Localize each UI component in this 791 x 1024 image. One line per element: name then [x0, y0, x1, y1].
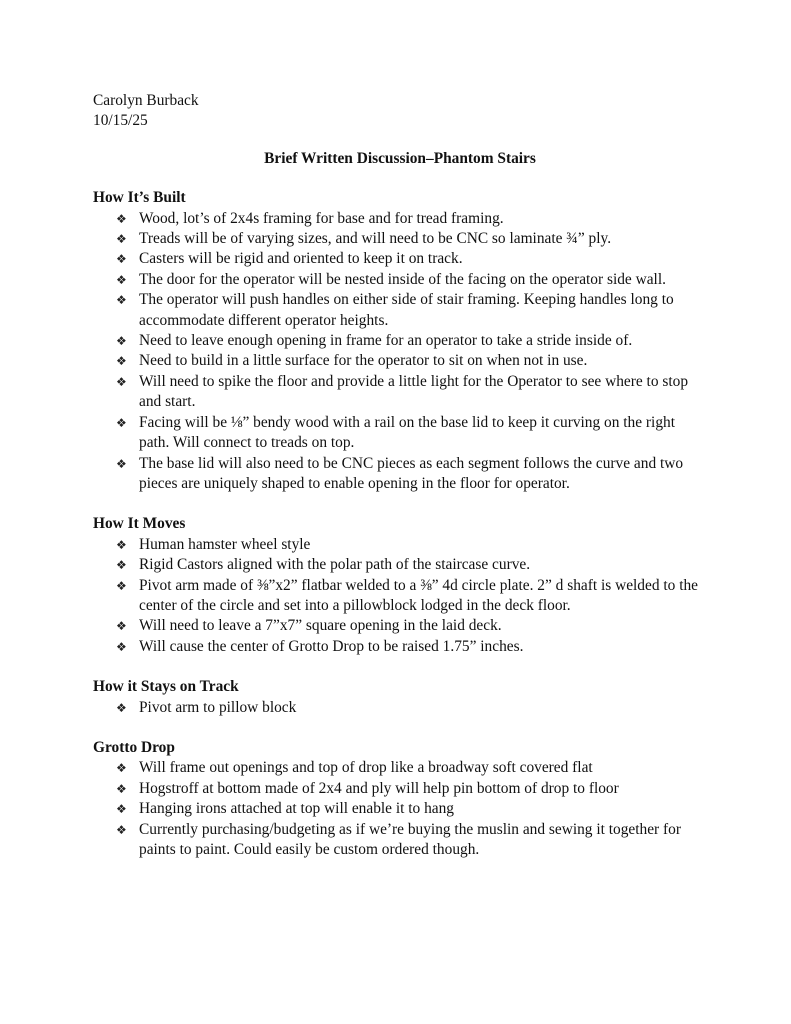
list-item-text: Facing will be ⅛” bendy wood with a rail on the base lid to keep it curving on the right path. Will connect to treads on top. — [139, 413, 675, 452]
document-date: 10/15/25 — [93, 112, 148, 130]
document-header — [93, 91, 703, 132]
section-how-it-stays-on-track — [93, 677, 703, 718]
diamond-bullet-icon: ❖ — [116, 252, 127, 267]
diamond-bullet-icon: ❖ — [116, 781, 127, 796]
bullet-list — [93, 535, 703, 657]
list-item — [93, 209, 703, 229]
list-item-text: Human hamster wheel style — [139, 535, 311, 553]
diamond-bullet-icon: ❖ — [116, 334, 127, 349]
list-item — [93, 249, 703, 269]
list-item-text: The door for the operator will be nested inside of the facing on the operator side wall. — [139, 270, 666, 288]
list-item — [93, 758, 703, 778]
diamond-bullet-icon: ❖ — [116, 639, 127, 654]
diamond-bullet-icon: ❖ — [116, 578, 127, 593]
list-item-text: Will need to leave a 7”x7” square opening in the laid deck. — [139, 617, 502, 635]
section-how-it-moves — [93, 514, 703, 657]
diamond-bullet-icon: ❖ — [116, 293, 127, 308]
section-heading: Grotto Drop — [93, 738, 175, 756]
section-grotto-drop — [93, 738, 703, 860]
list-item-text: Rigid Castors aligned with the polar path of the staircase curve. — [139, 556, 531, 574]
bullet-list — [93, 758, 703, 860]
document-body — [93, 188, 703, 860]
list-item-text: Pivot arm made of ⅜”x2” flatbar welded to a ⅜” 4d circle plate. 2” d shaft is welded to the center of the circle and set into a pillowblock lodged in the deck floor. — [139, 576, 699, 614]
diamond-bullet-icon: ❖ — [116, 700, 127, 715]
list-item — [93, 616, 703, 636]
diamond-bullet-icon: ❖ — [116, 272, 127, 287]
list-item-text: Will frame out openings and top of drop like a broadway soft covered flat — [139, 759, 593, 777]
section-heading: How It Moves — [93, 515, 186, 533]
diamond-bullet-icon: ❖ — [116, 211, 127, 226]
list-item-text: Pivot arm to pillow block — [139, 698, 297, 716]
document-title: Brief Written Discussion–Phantom Stairs — [264, 149, 536, 167]
diamond-bullet-icon: ❖ — [116, 802, 127, 817]
diamond-bullet-icon: ❖ — [116, 354, 127, 369]
author-name: Carolyn Burback — [93, 92, 199, 109]
list-item — [93, 413, 703, 454]
list-item — [93, 351, 703, 371]
section-how-it-s-built — [93, 188, 703, 494]
list-item — [93, 820, 703, 861]
list-item — [93, 454, 703, 495]
list-item-text: Treads will be of varying sizes, and will need to be CNC so laminate ¾” ply. — [139, 230, 612, 248]
list-item — [93, 290, 703, 331]
document-page — [93, 91, 703, 880]
bullet-list — [93, 209, 703, 495]
section-heading: How It’s Built — [93, 189, 186, 207]
list-item-text: The base lid will also need to be CNC pieces as each segment follows the curve and two pieces are uniquely shaped to enable opening in the floor for operator. — [139, 454, 684, 492]
list-item — [93, 779, 703, 799]
list-item-text: Will need to spike the floor and provide a little light for the Operator to see where to stop and start. — [139, 372, 689, 411]
list-item — [93, 270, 703, 290]
diamond-bullet-icon: ❖ — [116, 456, 127, 471]
list-item — [93, 229, 703, 249]
list-item — [93, 535, 703, 555]
list-item-text: Need to leave enough opening in frame for an operator to take a stride inside of. — [139, 332, 633, 350]
diamond-bullet-icon: ❖ — [116, 619, 127, 634]
list-item-text: Hogstroff at bottom made of 2x4 and ply will help pin bottom of drop to floor — [139, 779, 619, 797]
diamond-bullet-icon: ❖ — [116, 537, 127, 552]
list-item-text: The operator will push handles on either side of stair framing. Keeping handles long to accommodate different operator heights. — [139, 291, 674, 329]
diamond-bullet-icon: ❖ — [116, 558, 127, 573]
list-item — [93, 576, 703, 617]
list-item-text: Hanging irons attached at top will enable it to hang — [139, 800, 454, 818]
diamond-bullet-icon: ❖ — [116, 374, 127, 389]
list-item — [93, 331, 703, 351]
list-item — [93, 372, 703, 413]
list-item-text: Casters will be rigid and oriented to keep it on track. — [139, 250, 463, 268]
list-item — [93, 799, 703, 819]
list-item-text: Will cause the center of Grotto Drop to be raised 1.75” inches. — [139, 637, 524, 655]
list-item — [93, 637, 703, 657]
list-item — [93, 698, 703, 718]
diamond-bullet-icon: ❖ — [116, 232, 127, 247]
bullet-list — [93, 698, 703, 718]
diamond-bullet-icon: ❖ — [116, 415, 127, 430]
diamond-bullet-icon: ❖ — [116, 761, 127, 776]
list-item-text: Currently purchasing/budgeting as if we’re buying the muslin and sewing it together for paints to paint. Could easily be custom ordered though. — [139, 820, 681, 858]
diamond-bullet-icon: ❖ — [116, 822, 127, 837]
list-item-text: Wood, lot’s of 2x4s framing for base and for tread framing. — [139, 209, 504, 227]
list-item — [93, 555, 703, 575]
section-heading: How it Stays on Track — [93, 678, 239, 696]
list-item-text: Need to build in a little surface for the operator to sit on when not in use. — [139, 352, 588, 370]
